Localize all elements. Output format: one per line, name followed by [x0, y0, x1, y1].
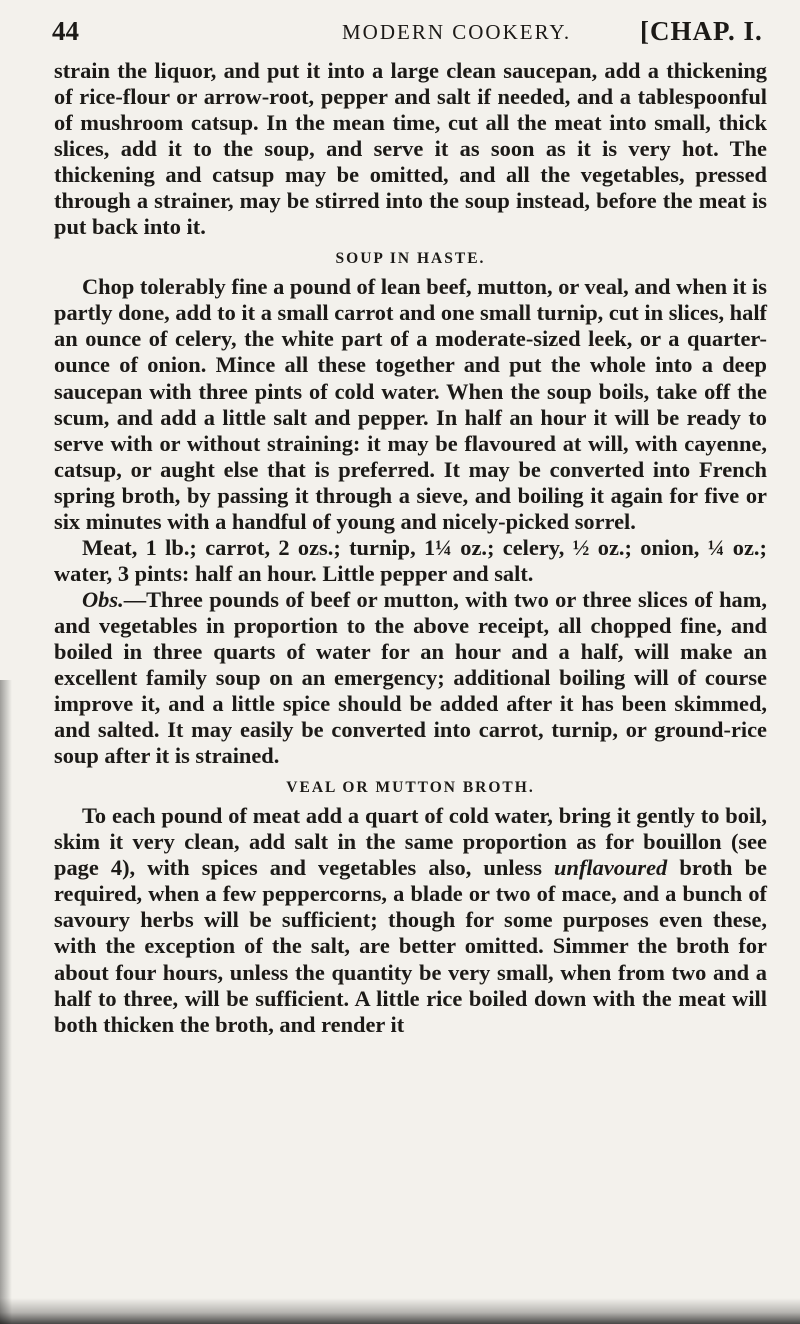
page-number: 44: [52, 16, 79, 46]
paragraph-observations: [54, 587, 767, 769]
broth-text-part1: To each pound of meat add a quart of cold water, bring it gently to boil, skim it very clean, add salt in the same proportion as for bouillon (see page 4), with spices and vegetables also, unless: [54, 803, 767, 881]
paragraph-ingredients: Meat, 1 lb.; carrot, 2 ozs.; turnip, 1¼ oz.; celery, ½ oz.; onion, ¼ oz.; water, 3 pints: half an hour. Little pepper and salt.: [54, 534, 767, 586]
page-bottom-shadow: [0, 1298, 800, 1324]
section-heading-veal-broth: VEAL OR MUTTON BROTH.: [286, 779, 535, 797]
paragraph-continued: strain the liquor, and put it into a large clean saucepan, add a thickening of rice-flour or arrow-root, pepper and salt if needed, and a tablespoonful of mushroom catsup. In the mean time, cut all the meat into small, thick slices, add it to the soup, and serve it as soon as it is very hot. The thickening and catsup may be omitted, and all the vegetables, pressed through a strainer, may be stirred into the soup instead, before the meat is put back into it.: [54, 58, 767, 240]
broth-text-part2: broth be required, when a few peppercorns, a blade or two of mace, and a bunch of savoury herbs will be sufficient; though for some purposes even these, with the exception of the salt, are better omitted. Simmer the broth for about four hours, unless the quantity be very small, when from two and a half to three, will be sufficient. A little rice boiled down with the meat will both thicken the broth, and render it: [54, 855, 767, 1037]
chapter-label: [CHAP. I.: [640, 16, 763, 46]
section-heading-soup-in-haste: SOUP IN HASTE.: [335, 250, 486, 268]
page-header: [52, 14, 770, 54]
paragraph-soup-in-haste: Chop tolerably fine a pound of lean beef, mutton, or veal, and when it is partly done, add to it a small carrot and one small turnip, cut in slices, half an ounce of celery, the white part of a moderate-sized leek, or a quarter-ounce of onion. Mince all these together and put the whole into a deep saucepan with three pints of cold water. When the soup boils, take off the scum, and add a little salt and pepper. In half an hour it will be ready to serve with or without straining: it may be flavoured at will, with cayenne, catsup, or aught else that is preferred. It may be converted into French spring broth, by passing it through a sieve, and boiling it again for five or six minutes with a handful of young and nicely-picked sorrel.: [54, 274, 767, 534]
running-title: MODERN COOKERY.: [342, 20, 572, 44]
page-spine-shadow: [0, 680, 12, 1324]
broth-italic-word: unflavoured: [554, 855, 668, 881]
obs-text: —Three pounds of beef or mutton, with two or three slices of ham, and vegetables in proportion to the above receipt, all chopped fine, and boiled in three quarts of water for an hour and a half, will make an excellent family soup on an emergency; additional boiling will of course improve it, and a little spice should be added after it has been skimmed, and salted. It may easily be converted into carrot, turnip, or ground-rice soup after it is strained.: [54, 586, 767, 769]
obs-label: Obs.: [82, 586, 124, 612]
body-text: [54, 58, 767, 1038]
paragraph-veal-broth: [54, 803, 767, 1037]
